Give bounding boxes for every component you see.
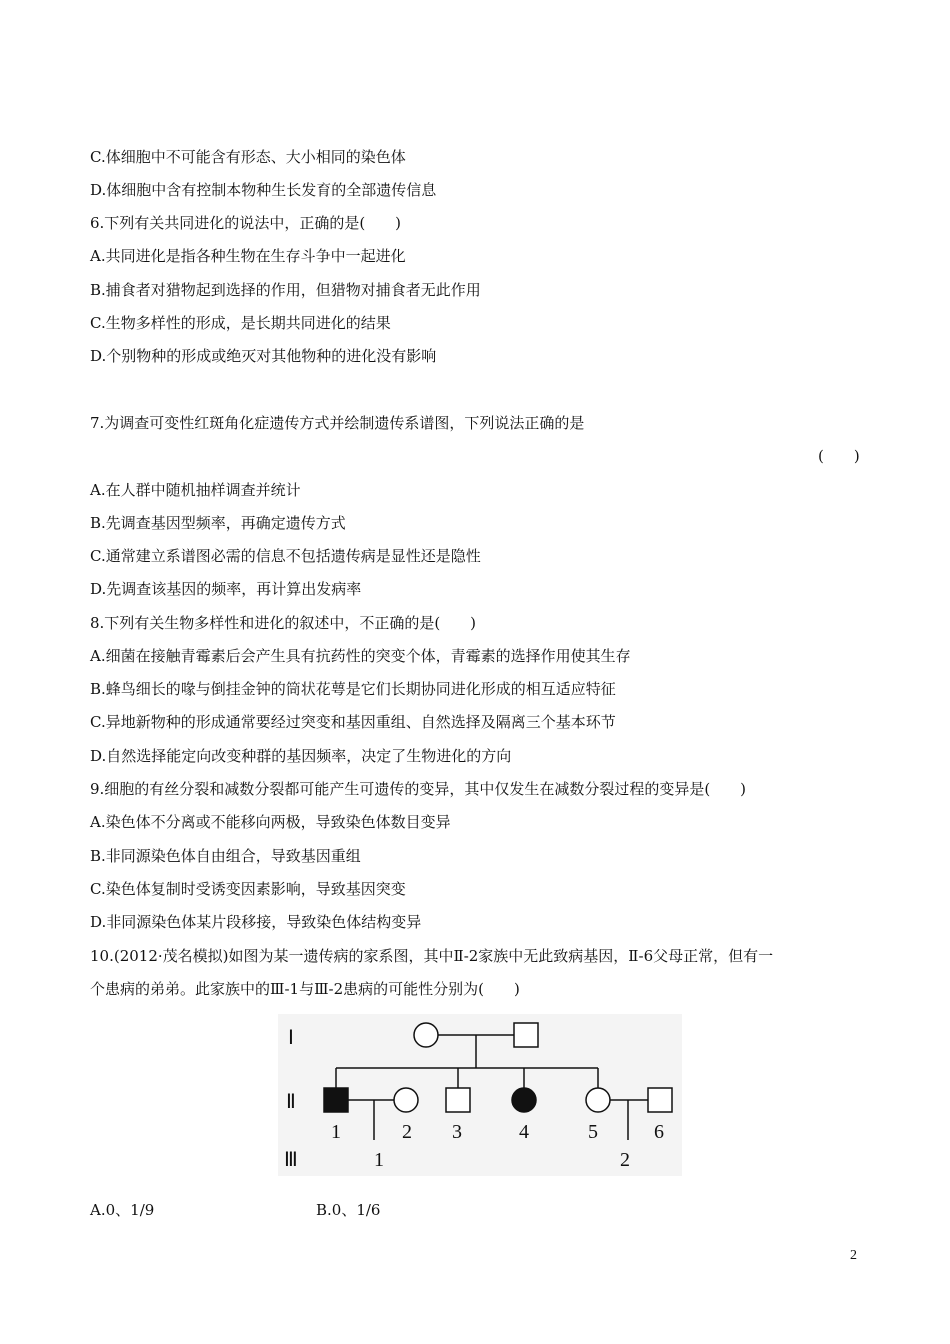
- text-line: B.先调查基因型频率，再确定遗传方式: [90, 514, 346, 532]
- text-line: B.蜂鸟细长的喙与倒挂金钟的筒状花萼是它们长期协同进化形成的相互适应特征: [90, 680, 616, 698]
- text-line: D.个别物种的形成或绝灭对其他物种的进化没有影响: [90, 347, 437, 365]
- gen2-number: 6: [654, 1121, 664, 1143]
- option-a: A.0、1/9: [90, 1201, 155, 1219]
- gen-label-1: Ⅰ: [288, 1027, 294, 1049]
- text-line: C.染色体复制时受诱变因素影响，导致基因突变: [90, 880, 406, 898]
- text-line: A.染色体不分离或不能移向两极，导致染色体数目变异: [90, 813, 451, 831]
- gen2-4-affected-female: [512, 1088, 536, 1112]
- gen3-number: 2: [620, 1149, 630, 1171]
- text-line: 10.(2012·茂名模拟)如图为某一遗传病的家系图，其中Ⅱ-2家族中无此致病基因，Ⅱ-6父母正常，但有一: [90, 947, 774, 965]
- text-line: D.非同源染色体某片段移接，导致染色体结构变异: [90, 913, 422, 931]
- text-line: C.通常建立系谱图必需的信息不包括遗传病是显性还是隐性: [90, 547, 481, 565]
- text-line: 6.下列有关共同进化的说法中，正确的是( ): [90, 214, 402, 232]
- gen2-number: 5: [588, 1121, 598, 1143]
- text-line: B.捕食者对猎物起到选择的作用，但猎物对捕食者无此作用: [90, 281, 481, 299]
- text-line: A.共同进化是指各种生物在生存斗争中一起进化: [90, 247, 406, 265]
- gen2-2-female: [394, 1088, 418, 1112]
- text-line: D.体细胞中含有控制本物种生长发育的全部遗传信息: [90, 181, 437, 199]
- text-line: C.体细胞中不可能含有形态、大小相同的染色体: [90, 148, 406, 166]
- text-line: 9.细胞的有丝分裂和减数分裂都可能产生可遗传的变异，其中仅发生在减数分裂过程的变异是( ): [90, 780, 747, 798]
- gen3-number: 1: [374, 1149, 384, 1171]
- gen1-female: [414, 1023, 438, 1047]
- gen2-number: 1: [331, 1121, 341, 1143]
- pedigree-chart: [278, 1014, 682, 1176]
- pedigree-svg: [278, 1014, 682, 1176]
- gen2-3-male: [446, 1088, 470, 1112]
- page-number: 2: [850, 1248, 857, 1263]
- text-line: C.生物多样性的形成，是长期共同进化的结果: [90, 314, 391, 332]
- text-line: C.异地新物种的形成通常要经过突变和基因重组、自然选择及隔离三个基本环节: [90, 713, 616, 731]
- gen2-number: 3: [452, 1121, 462, 1143]
- answer-paren: ( ): [818, 447, 860, 465]
- text-line: 8.下列有关生物多样性和进化的叙述中，不正确的是( ): [90, 614, 477, 632]
- gen-label-3: Ⅲ: [284, 1149, 298, 1171]
- text-line: A.在人群中随机抽样调查并统计: [90, 481, 301, 499]
- text-line: D.先调查该基因的频率，再计算出发病率: [90, 580, 362, 598]
- text-line: 7.为调查可变性红斑角化症遗传方式并绘制遗传系谱图，下列说法正确的是: [90, 414, 585, 432]
- gen2-6-male: [648, 1088, 672, 1112]
- text-line: 个患病的弟弟。此家族中的Ⅲ-1与Ⅲ-2患病的可能性分别为( ): [90, 980, 520, 998]
- gen2-1-affected-male: [324, 1088, 348, 1112]
- text-line: B.非同源染色体自由组合，导致基因重组: [90, 847, 361, 865]
- text-line: D.自然选择能定向改变种群的基因频率，决定了生物进化的方向: [90, 747, 512, 765]
- gen2-number: 2: [402, 1121, 412, 1143]
- gen2-number: 4: [519, 1121, 529, 1143]
- gen-label-2: Ⅱ: [286, 1091, 296, 1113]
- option-b: B.0、1/6: [316, 1201, 381, 1219]
- gen2-5-female: [586, 1088, 610, 1112]
- gen1-male: [514, 1023, 538, 1047]
- text-line: A.细菌在接触青霉素后会产生具有抗药性的突变个体，青霉素的选择作用使其生存: [90, 647, 631, 665]
